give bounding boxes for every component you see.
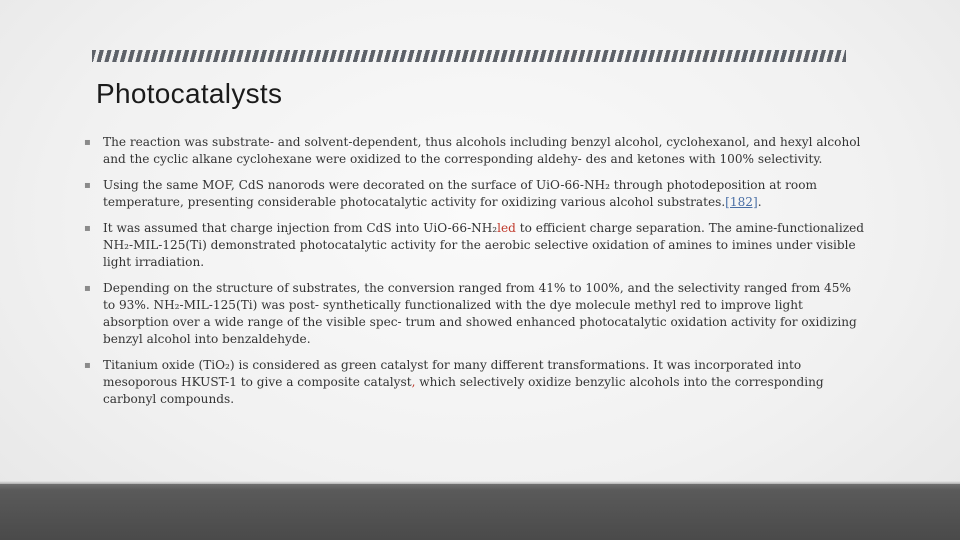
bullet-text: The reaction was substrate- and solvent-dependent, thus alcohols including benzyl alcohol, cyclohexanol, and hexyl alcohol and the cyclic alkane cyclohexane were oxidized to the corresponding aldehy- des and ketones with 100% selectivity. <box>103 135 861 166</box>
decorative-hatch-bar <box>92 50 846 62</box>
bullet-square-icon: ▪ <box>84 360 91 371</box>
slide-title: Photocatalysts <box>96 78 283 109</box>
bullet-text-end: . <box>757 195 762 209</box>
bullet-list <box>84 134 866 417</box>
bullet-item <box>84 134 866 168</box>
highlighted-word: led <box>497 221 516 235</box>
bullet-square-icon: ▪ <box>84 223 91 234</box>
dark-floor-band <box>0 484 960 540</box>
bullet-square-icon: ▪ <box>84 137 91 148</box>
bullet-text: It was assumed that charge injection from CdS into UiO-66-NH₂ <box>103 221 498 235</box>
bullet-item <box>84 280 866 348</box>
bullet-square-icon: ▪ <box>84 283 91 294</box>
bullet-text: Titanium oxide (TiO₂) is considered as green catalyst for many different transformations. It was incorporated into mesoporous HKUST-1 to give a composite catalyst <box>103 358 802 389</box>
bullet-text-end: to efficient charge separation. The amine-functionalized NH₂-MIL-125(Ti) demonstrated photocatalytic activity for the aerobic selective oxidation of amines to imines under visible light irradiation. <box>103 221 865 269</box>
bullet-square-icon: ▪ <box>84 180 91 191</box>
bullet-item <box>84 220 866 271</box>
bullet-item <box>84 177 866 211</box>
bullet-item <box>84 357 866 408</box>
bullet-text-end: which selectively oxidize benzylic alcohols into the corresponding carbonyl compounds. <box>103 375 824 406</box>
citation-link[interactable]: [182] <box>725 195 758 209</box>
bullet-text: Using the same MOF, CdS nanorods were decorated on the surface of UiO-66-NH₂ through photodeposition at room temperature, presenting considerable photocatalytic activity for oxidizing various alcohol substrates. <box>103 178 817 209</box>
bullet-text: Depending on the structure of substrates, the conversion ranged from 41% to 100%, and the selectivity ranged from 45% to 93%. NH₂-MIL-125(Ti) was post- synthetically functionalized with the dye molecule methyl red to improve light absorption over a wide range of the visible spec- trum and showed enhanced photocatalytic oxidation activity for oxidizing benzyl alcohol into benzaldehyde. <box>103 281 857 346</box>
highlighted-comma: , <box>411 375 416 389</box>
